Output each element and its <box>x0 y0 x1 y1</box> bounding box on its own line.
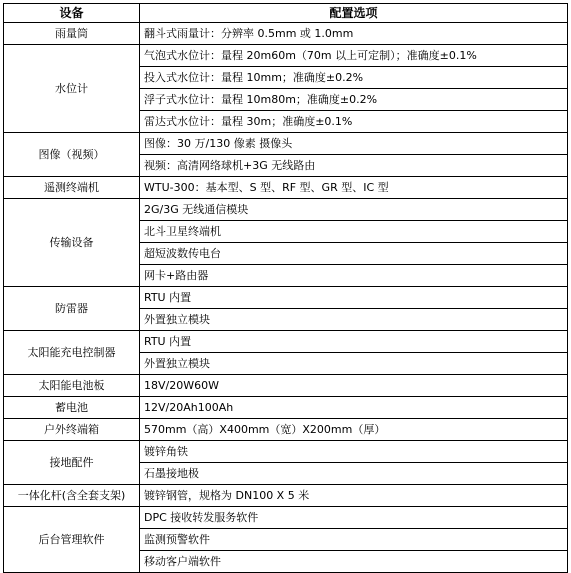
table-row <box>4 177 568 199</box>
option-cell: 镀锌角铁 <box>140 441 568 463</box>
device-cell: 接地配件 <box>4 441 140 485</box>
device-cell: 水位计 <box>4 45 140 133</box>
header-device: 设备 <box>4 4 140 23</box>
header-options: 配置选项 <box>140 4 568 23</box>
table-row <box>4 485 568 507</box>
option-cell: 投入式水位计：量程 10mm；准确度±0.2% <box>140 67 568 89</box>
device-cell: 传输设备 <box>4 199 140 287</box>
option-cell: RTU 内置 <box>140 331 568 353</box>
option-cell: 翻斗式雨量计：分辨率 0.5mm 或 1.0mm <box>140 23 568 45</box>
table-row <box>4 441 568 463</box>
device-cell: 太阳能电池板 <box>4 375 140 397</box>
table-row <box>4 133 568 155</box>
device-cell: 防雷器 <box>4 287 140 331</box>
table-row <box>4 419 568 441</box>
option-cell: WTU-300：基本型、S 型、RF 型、GR 型、IC 型 <box>140 177 568 199</box>
device-cell: 太阳能充电控制器 <box>4 331 140 375</box>
option-cell: 监测预警软件 <box>140 529 568 551</box>
option-cell: 镀锌钢管，规格为 DN100 X 5 米 <box>140 485 568 507</box>
option-cell: 12V/20Ah100Ah <box>140 397 568 419</box>
device-cell: 图像（视频） <box>4 133 140 177</box>
option-cell: 18V/20W60W <box>140 375 568 397</box>
option-cell: 外置独立模块 <box>140 309 568 331</box>
equipment-config-table <box>3 3 568 573</box>
table-body <box>4 23 568 573</box>
device-cell: 遥测终端机 <box>4 177 140 199</box>
table-row <box>4 45 568 67</box>
table-row <box>4 375 568 397</box>
device-cell: 户外终端箱 <box>4 419 140 441</box>
option-cell: 石墨接地极 <box>140 463 568 485</box>
option-cell: 北斗卫星终端机 <box>140 221 568 243</box>
option-cell: 网卡+路由器 <box>140 265 568 287</box>
option-cell: 移动客户端软件 <box>140 551 568 573</box>
table-row <box>4 507 568 529</box>
option-cell: 雷达式水位计：量程 30m；准确度±0.1% <box>140 111 568 133</box>
table-row <box>4 199 568 221</box>
table-row <box>4 397 568 419</box>
option-cell: 外置独立模块 <box>140 353 568 375</box>
option-cell: RTU 内置 <box>140 287 568 309</box>
table-row <box>4 23 568 45</box>
table-row <box>4 287 568 309</box>
table-header-row <box>4 4 568 23</box>
device-cell: 雨量筒 <box>4 23 140 45</box>
option-cell: 超短波数传电台 <box>140 243 568 265</box>
table-row <box>4 331 568 353</box>
device-cell: 一体化杆(含全套支架) <box>4 485 140 507</box>
device-cell: 后台管理软件 <box>4 507 140 573</box>
option-cell: 2G/3G 无线通信模块 <box>140 199 568 221</box>
option-cell: 570mm（高）X400mm（宽）X200mm（厚） <box>140 419 568 441</box>
option-cell: 气泡式水位计：量程 20m60m（70m 以上可定制）；准确度±0.1% <box>140 45 568 67</box>
option-cell: 浮子式水位计：量程 10m80m；准确度±0.2% <box>140 89 568 111</box>
option-cell: 图像：30 万/130 像素 摄像头 <box>140 133 568 155</box>
option-cell: DPC 接收转发服务软件 <box>140 507 568 529</box>
device-cell: 蓄电池 <box>4 397 140 419</box>
option-cell: 视频：高清网络球机+3G 无线路由 <box>140 155 568 177</box>
